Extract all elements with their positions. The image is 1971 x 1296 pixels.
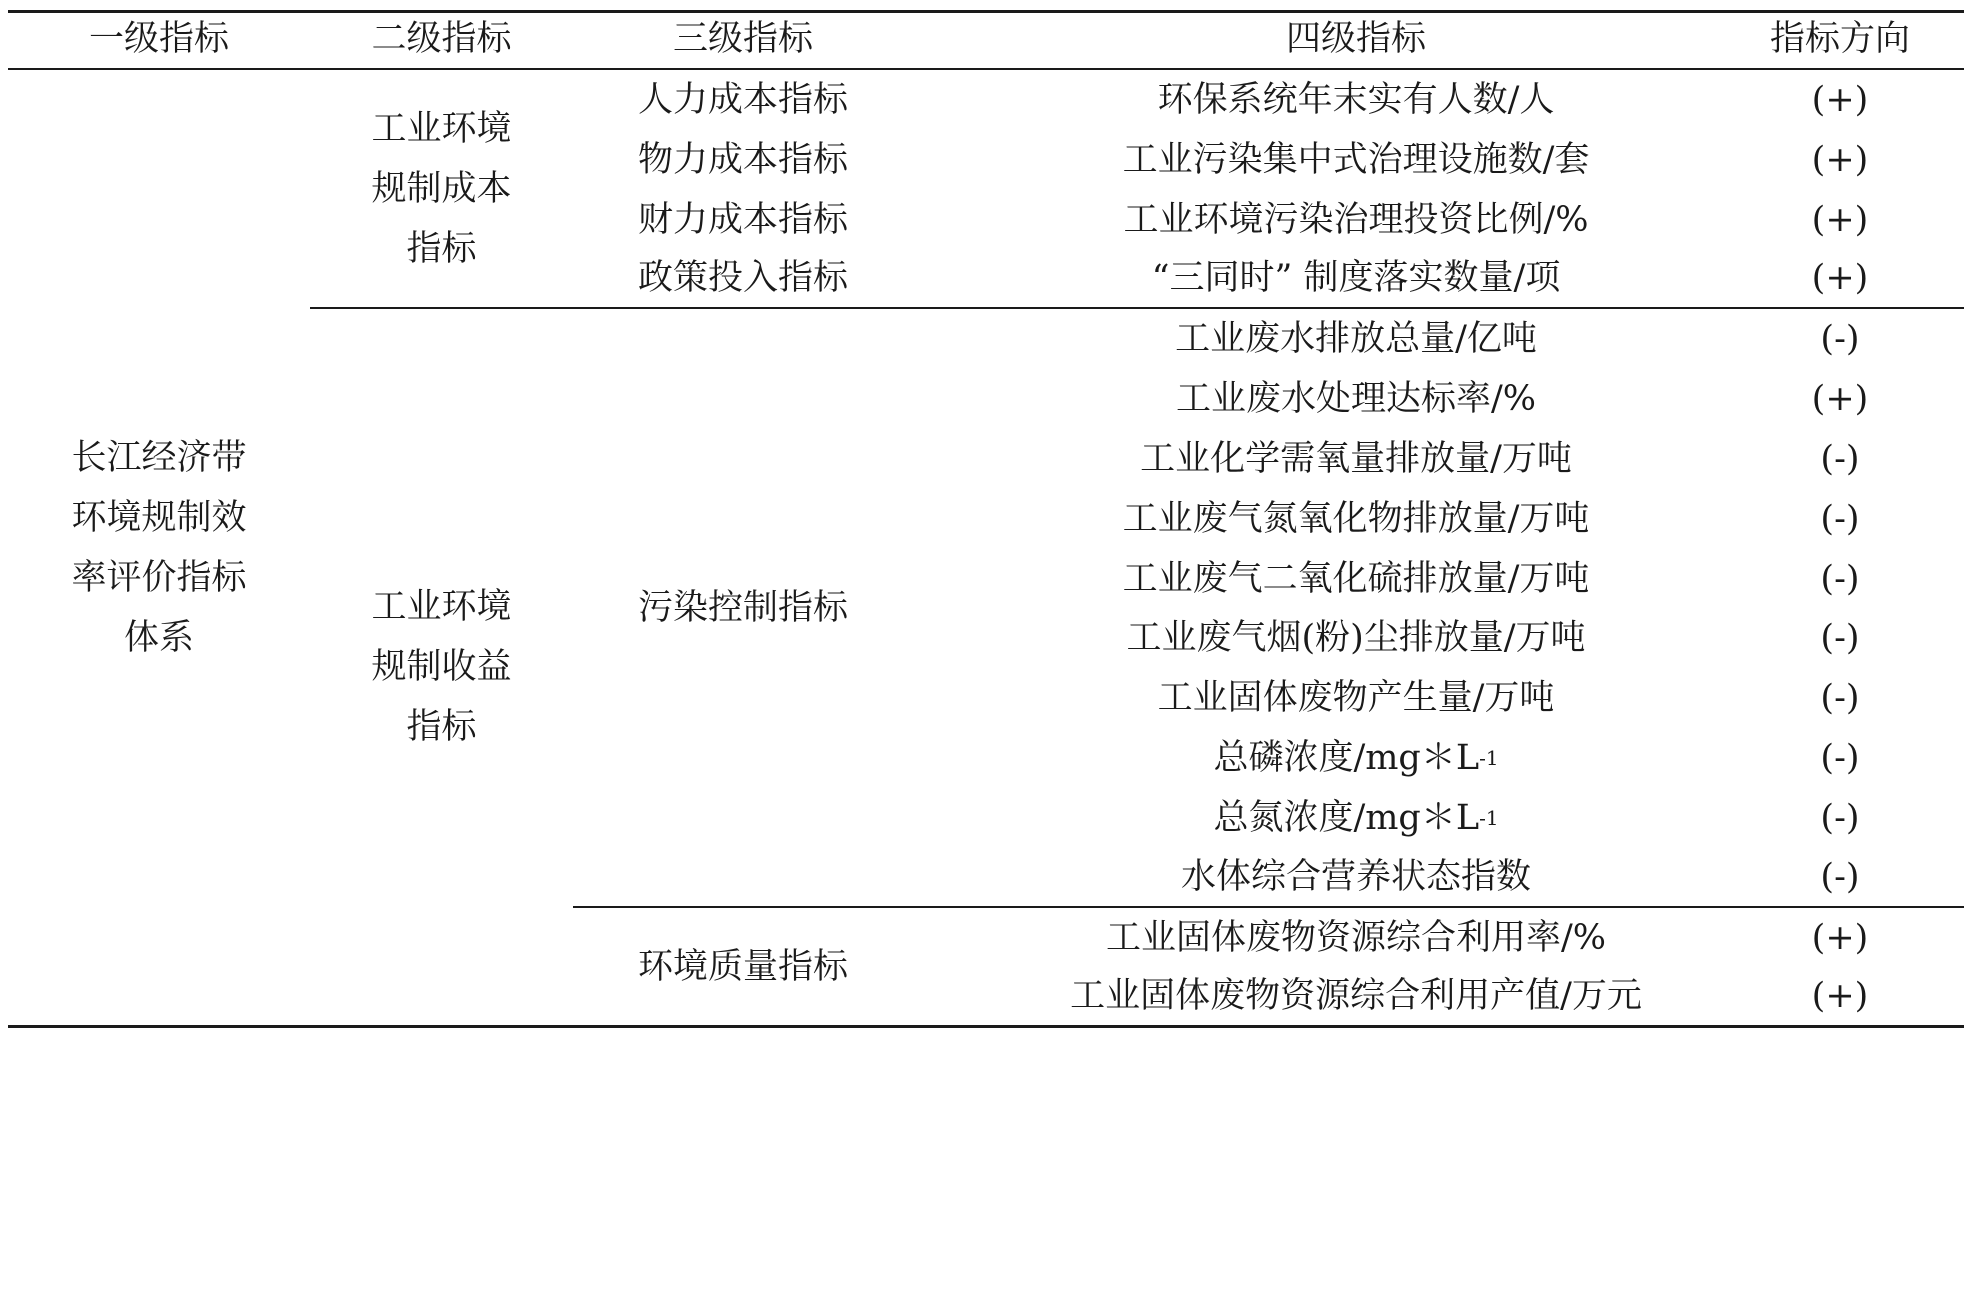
header-level1: 一级指标 xyxy=(88,19,229,59)
level2-benefit-cell xyxy=(310,309,573,1025)
level4-cell: “三同时” 制度落实数量/项 xyxy=(1151,258,1561,298)
level3-cell: 物力成本指标 xyxy=(637,140,848,180)
direction-cell: (-) xyxy=(1820,558,1860,599)
direction-cell: (+) xyxy=(1811,917,1869,958)
header-level3: 三级指标 xyxy=(672,19,813,59)
direction-cell: (-) xyxy=(1820,857,1860,897)
level2-line: 指标 xyxy=(406,707,477,747)
level1-line: 长江经济带 xyxy=(71,437,247,478)
level4-cell-with-superscript: 总氮浓度/mg＊L -1 xyxy=(913,788,1799,848)
header-level4: 四级指标 xyxy=(1285,19,1426,59)
level4-text: 总氮浓度/mg＊L xyxy=(1213,798,1480,838)
level4-cell: 工业废水排放总量/亿吨 xyxy=(1175,319,1537,359)
level3-quality-cell: 环境质量指标 xyxy=(637,946,848,987)
level4-cell-with-superscript: 总磷浓度/mg＊L -1 xyxy=(913,728,1799,788)
direction-cell: (+) xyxy=(1811,80,1869,120)
level4-cell: 工业废气二氧化硫排放量/万吨 xyxy=(1122,558,1590,599)
level4-cell: 工业化学需氧量排放量/万吨 xyxy=(1140,439,1572,479)
direction-cell: (+) xyxy=(1811,258,1869,298)
level4-cell: 工业废气氮氧化物排放量/万吨 xyxy=(1122,499,1590,539)
level3-cell: 人力成本指标 xyxy=(637,80,848,120)
level3-cell: 财力成本指标 xyxy=(637,199,848,240)
level1-cell xyxy=(8,70,310,1025)
level1-line: 环境规制效 xyxy=(71,497,247,538)
level2-line: 规制收益 xyxy=(371,647,512,687)
direction-cell: (+) xyxy=(1811,199,1869,240)
header-level2: 二级指标 xyxy=(371,19,512,59)
direction-cell: (+) xyxy=(1811,976,1869,1016)
level2-line: 规制成本 xyxy=(371,168,512,209)
level4-text: 总磷浓度/mg＊L xyxy=(1213,738,1480,778)
level3-pollution-cell: 污染控制指标 xyxy=(637,587,848,628)
level4-cell: 工业固体废物资源综合利用产值/万元 xyxy=(1070,976,1642,1016)
direction-cell: (-) xyxy=(1820,439,1860,479)
direction-cell: (-) xyxy=(1820,798,1860,838)
level1-line: 率评价指标 xyxy=(71,557,247,598)
level4-cell: 环保系统年末实有人数/人 xyxy=(1157,80,1555,120)
level3-cell: 政策投入指标 xyxy=(637,258,848,298)
level4-cell: 工业环境污染治理投资比例/% xyxy=(1123,199,1589,240)
direction-cell: (-) xyxy=(1820,319,1860,359)
level2-cost-cell xyxy=(310,70,573,307)
level4-cell: 水体综合营养状态指数 xyxy=(1180,857,1531,897)
level2-line: 指标 xyxy=(406,228,477,269)
level4-cell: 工业污染集中式治理设施数/套 xyxy=(1122,140,1590,180)
direction-cell: (-) xyxy=(1820,618,1860,658)
level4-cell: 工业固体废物资源综合利用率/% xyxy=(1105,917,1607,958)
direction-cell: (-) xyxy=(1820,678,1860,718)
level1-line: 体系 xyxy=(123,617,194,658)
level2-line: 工业环境 xyxy=(371,108,512,149)
level4-cell: 工业废水处理达标率/% xyxy=(1175,379,1537,419)
direction-cell: (-) xyxy=(1820,499,1860,539)
direction-cell: (+) xyxy=(1811,379,1869,419)
header-direction: 指标方向 xyxy=(1769,19,1910,59)
bottom-rule xyxy=(8,1025,1964,1028)
level4-cell: 工业固体废物产生量/万吨 xyxy=(1157,678,1555,718)
level4-cell: 工业废气烟(粉)尘排放量/万吨 xyxy=(1126,618,1586,658)
direction-cell: (-) xyxy=(1820,738,1860,778)
level2-line: 工业环境 xyxy=(371,587,512,627)
direction-cell: (+) xyxy=(1811,140,1869,180)
